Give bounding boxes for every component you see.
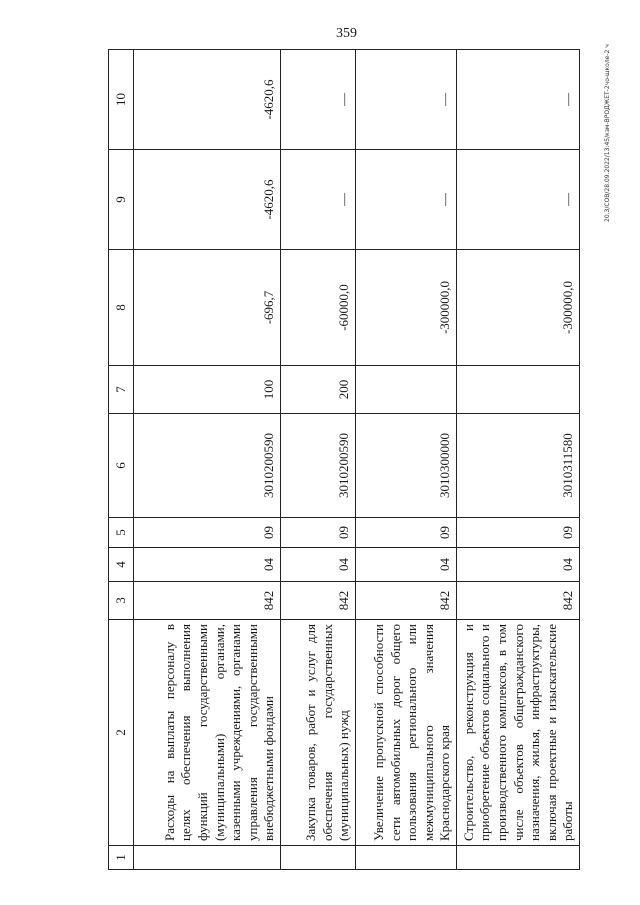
cell-number [457,846,580,870]
table-container [108,50,576,870]
header-col-6: 6 [109,414,134,518]
cell-amount-1: -300000,0 [356,250,457,366]
cell-target-article: 3010300000 [356,414,457,518]
cell-ministry: 842 [356,582,457,620]
cell-amount-3: — [356,50,457,150]
header-col-7: 7 [109,366,134,414]
header-col-9: 9 [109,150,134,250]
header-col-4: 4 [109,548,134,582]
cell-expense-type: 100 [134,366,281,414]
cell-expense-type [356,366,457,414]
header-col-1: 1 [109,846,134,870]
cell-amount-2: — [281,150,356,250]
cell-subsection: 09 [134,518,281,548]
cell-amount-2: -4620,6 [134,150,281,250]
cell-number [134,846,281,870]
budget-table [108,49,580,870]
table-row [457,50,580,870]
cell-subsection: 09 [356,518,457,548]
document-stamp: 20.3/СОВ/28.09.2022/13:45/кзм-ВРОДЖЕТ-2чо-школе-2 ч [604,44,611,222]
cell-amount-3: — [457,50,580,150]
header-col-10: 10 [109,50,134,150]
cell-target-article: 3010311580 [457,414,580,518]
cell-expense-type: 200 [281,366,356,414]
cell-target-article: 3010200590 [134,414,281,518]
cell-amount-2: — [457,150,580,250]
cell-description: Расходы на выплаты персоналу в целях обеспечения выполнения функций государственными (муниципальными) органами, казенными учреждениями, органами управления государственными внебюджетными фондами [134,620,281,846]
table-row [281,50,356,870]
cell-subsection: 09 [457,518,580,548]
cell-ministry: 842 [457,582,580,620]
header-col-2: 2 [109,620,134,846]
header-col-5: 5 [109,518,134,548]
cell-section: 04 [356,548,457,582]
table-row [356,50,457,870]
header-col-8: 8 [109,250,134,366]
cell-target-article: 3010200590 [281,414,356,518]
cell-number [281,846,356,870]
cell-amount-3: — [281,50,356,150]
cell-number [356,846,457,870]
cell-description: Строительство, реконструкция и приобретение объектов социального и производственного комплексов, в том числе объектов общегражданского назначения, жилья, инфраструктуры, включая проектные и изыскательские работы [457,620,580,846]
cell-amount-3: -4620,6 [134,50,281,150]
cell-amount-1: -300000,0 [457,250,580,366]
cell-section: 04 [457,548,580,582]
cell-description: Увеличение пропускной способности сети автомобильных дорог общего пользования регионального или межмуниципального значения Краснодарского края [356,620,457,846]
table-row [134,50,281,870]
cell-amount-1: -60000,0 [281,250,356,366]
cell-subsection: 09 [281,518,356,548]
table-header-row [109,50,134,870]
cell-amount-1: -696,7 [134,250,281,366]
cell-expense-type [457,366,580,414]
cell-description: Закупка товаров, работ и услуг для обеспечения государственных (муниципальных) нужд [281,620,356,846]
cell-section: 04 [134,548,281,582]
cell-amount-2: — [356,150,457,250]
cell-ministry: 842 [281,582,356,620]
header-col-3: 3 [109,582,134,620]
cell-section: 04 [281,548,356,582]
cell-ministry: 842 [134,582,281,620]
page-number: 359 [336,26,357,41]
rotated-table [108,50,576,870]
